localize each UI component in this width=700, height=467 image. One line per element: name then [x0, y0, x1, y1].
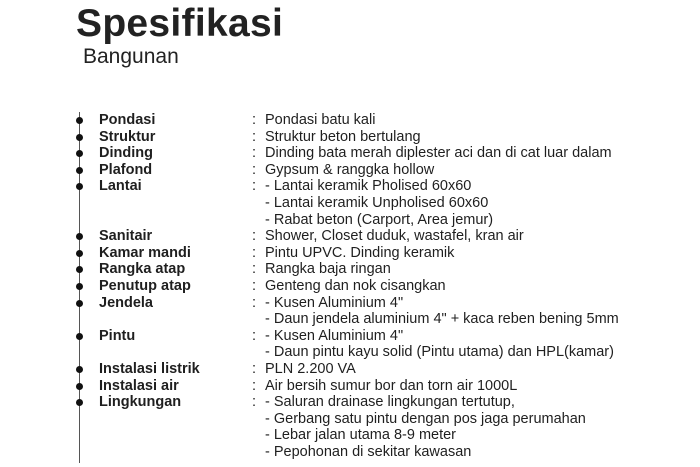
spec-colon: :: [252, 145, 257, 162]
spec-colon: :: [252, 278, 257, 294]
spec-label: Instalasi air: [99, 377, 179, 394]
spec-value: - Daun jendela aluminium 4" + kaca reben bening 5mm: [265, 311, 619, 328]
timeline-bullet: [76, 167, 83, 174]
spec-colon: :: [252, 261, 257, 278]
spec-colon: :: [252, 128, 257, 145]
timeline-bullet: [76, 366, 83, 373]
spec-value: - Lantai keramik Unpholised 60x60: [265, 195, 489, 211]
spec-value: - Daun pintu kayu solid (Pintu utama) dan HPL(kamar): [265, 344, 614, 361]
spec-value: Air bersih sumur bor dan torn air 1000L: [265, 377, 518, 394]
spec-colon: :: [252, 361, 257, 377]
timeline-bullet: [76, 383, 83, 390]
spec-colon: :: [252, 161, 257, 178]
spec-value: - Lantai keramik Pholised 60x60: [265, 178, 472, 195]
page-subtitle: Bangunan: [83, 45, 179, 68]
spec-colon: :: [252, 294, 257, 311]
spec-value: - Rabat beton (Carport, Area jemur): [265, 211, 494, 228]
spec-value: - Lebar jalan utama 8-9 meter: [265, 427, 457, 444]
spec-label: Plafond: [99, 161, 153, 178]
spec-label: Penutup atap: [99, 278, 191, 294]
spec-label: Lantai: [99, 178, 142, 195]
timeline-bullet: [76, 333, 83, 340]
timeline-bullet: [76, 150, 83, 157]
spec-colon: :: [252, 228, 257, 245]
spec-value: Pintu UPVC. Dinding keramik: [265, 244, 455, 261]
spec-colon: :: [252, 244, 257, 261]
spec-value: - Pepohonan di sekitar kawasan: [265, 444, 472, 460]
spec-colon: :: [252, 377, 257, 394]
spec-label: Lingkungan: [99, 394, 182, 411]
spec-colon: :: [252, 112, 257, 128]
spec-value: - Saluran drainase lingkungan tertutup,: [265, 394, 515, 411]
spec-value: Gypsum & ranggka hollow: [265, 161, 435, 178]
spec-value: - Gerbang satu pintu dengan pos jaga perumahan: [265, 410, 586, 427]
timeline-bullet: [76, 250, 83, 257]
spec-value: Shower, Closet duduk, wastafel, kran air: [265, 228, 524, 245]
spec-value: Struktur beton bertulang: [265, 128, 421, 145]
spec-colon: :: [252, 178, 257, 195]
spec-label: Pondasi: [99, 112, 156, 128]
timeline-bullet: [76, 399, 83, 406]
spec-colon: :: [252, 394, 257, 411]
spec-value: - Kusen Aluminium 4": [265, 327, 404, 344]
spec-value: PLN 2.200 VA: [265, 361, 356, 377]
spec-value: Dinding bata merah diplester aci dan di cat luar dalam: [265, 145, 612, 162]
spec-value: Genteng dan nok cisangkan: [265, 278, 446, 294]
spec-label: Jendela: [99, 294, 153, 311]
spec-label: Rangka atap: [99, 261, 186, 278]
spec-label: Instalasi listrik: [99, 361, 200, 377]
timeline-bullet: [76, 283, 83, 290]
timeline-bullet: [76, 134, 83, 141]
timeline-bullet: [76, 183, 83, 190]
timeline-bullet: [76, 117, 83, 124]
spec-label: Struktur: [99, 128, 156, 145]
spec-label: Kamar mandi: [99, 244, 191, 261]
timeline-bullet: [76, 233, 83, 240]
timeline-bullet: [76, 266, 83, 273]
spec-value: Pondasi batu kali: [265, 112, 376, 128]
timeline-bullet: [76, 300, 83, 307]
spec-label: Dinding: [99, 145, 153, 162]
spec-label: Pintu: [99, 327, 136, 344]
page-title: Spesifikasi: [76, 2, 284, 45]
spec-value: Rangka baja ringan: [265, 261, 391, 278]
spec-value: - Kusen Aluminium 4": [265, 294, 404, 311]
spec-label: Sanitair: [99, 228, 153, 245]
spec-colon: :: [252, 327, 257, 344]
